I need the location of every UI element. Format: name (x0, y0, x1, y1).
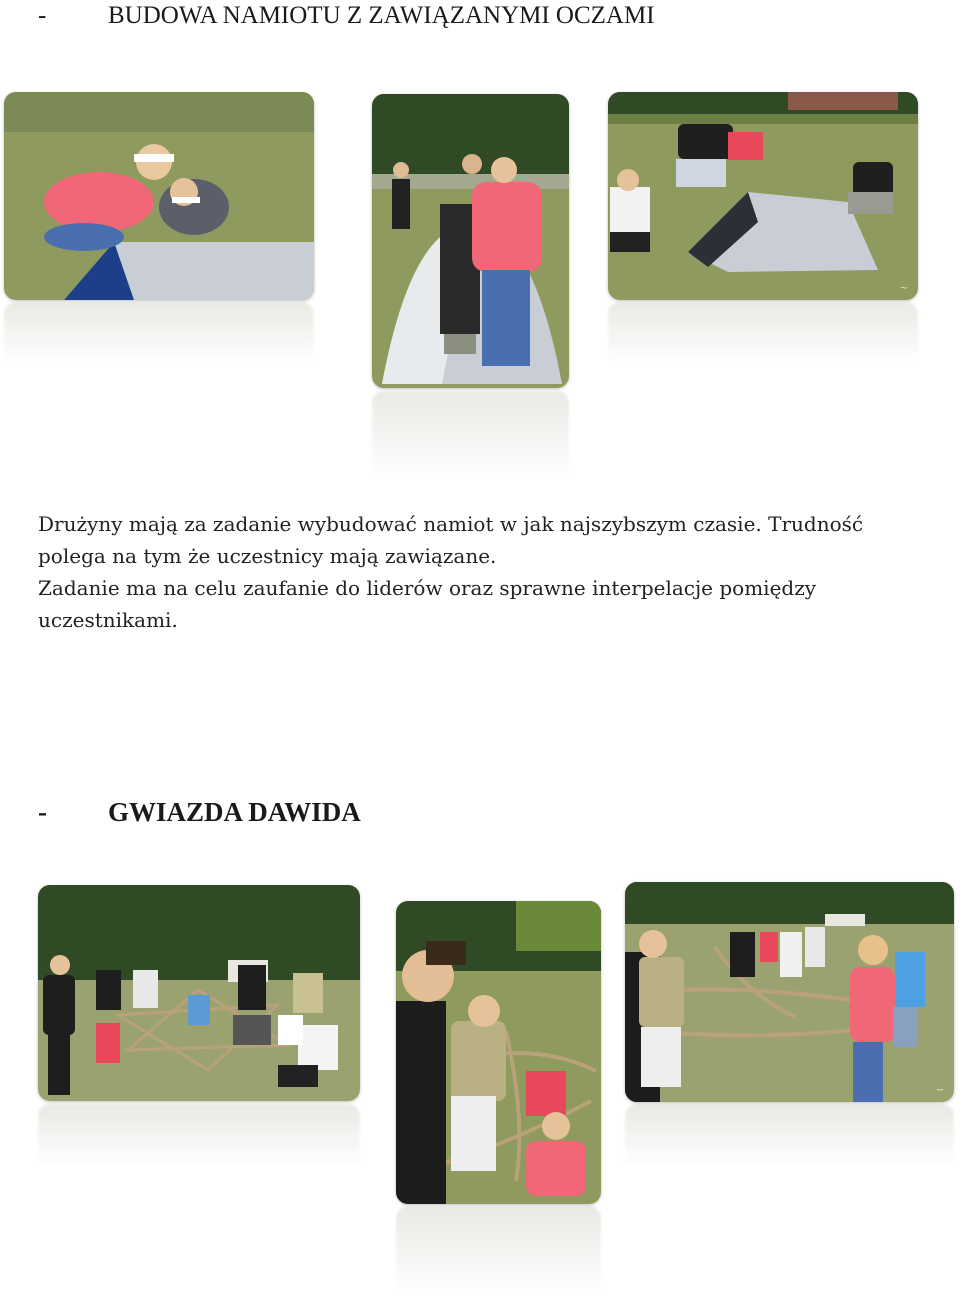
section-heading-tent (38, 2, 798, 32)
photo-star-3-reflection (625, 1104, 954, 1166)
heading-dash: - (38, 2, 47, 29)
photo-watermark: ~ (935, 1085, 944, 1096)
photo-star-1 (38, 885, 360, 1101)
photo-star-3 (625, 882, 954, 1102)
heading-title: BUDOWA NAMIOTU Z ZAWIĄZANYMI OCZAMI (108, 2, 655, 29)
photo-tent-2 (372, 94, 569, 388)
photo-tent-3 (608, 92, 918, 300)
photo-star-2-reflection (396, 1206, 601, 1292)
description-line-4: uczestnikami. (38, 608, 178, 632)
heading-title: GWIAZDA DAWIDA (108, 797, 361, 827)
photo-star-1-reflection (38, 1104, 360, 1166)
photo-tent-2-reflection (372, 391, 569, 476)
section-heading-star (38, 797, 458, 829)
photo-watermark: ~ (899, 283, 908, 294)
task-description (38, 508, 938, 636)
heading-dash: - (38, 797, 47, 827)
description-line-1: Drużyny mają za zadanie wybudować namiot w jak najszybszym czasie. Trudność (38, 512, 864, 536)
photo-tent-3-reflection (608, 302, 918, 362)
description-line-3: Zadanie ma na celu zaufanie do liderów oraz sprawne interpelacje pomiędzy (38, 576, 817, 600)
photo-tent-1 (4, 92, 314, 300)
description-line-2: polega na tym że uczestnicy mają zawiązane. (38, 544, 497, 568)
photo-tent-1-reflection (4, 302, 314, 362)
photo-star-2 (396, 901, 601, 1204)
